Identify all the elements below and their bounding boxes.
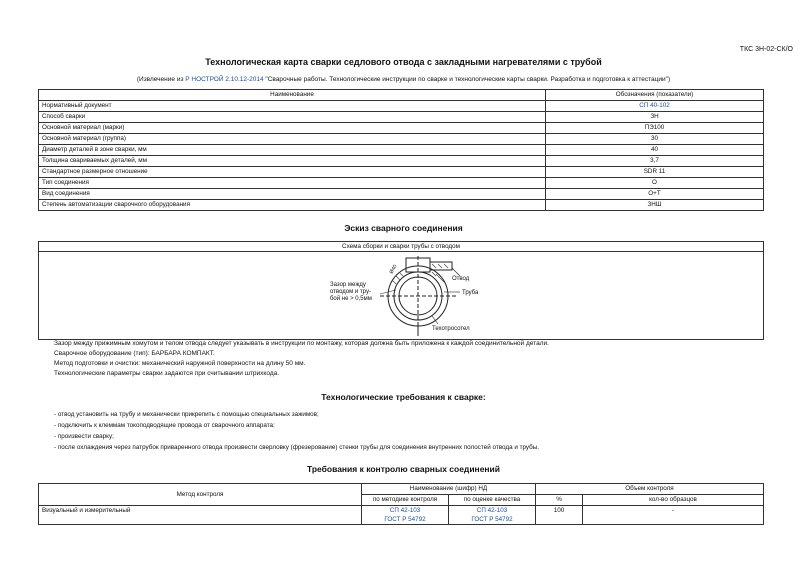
- table-row: [39, 112, 764, 123]
- control-count: -: [583, 506, 764, 525]
- nd-quality-links[interactable]: [449, 506, 536, 525]
- table-row: [39, 506, 764, 525]
- param-value: SDR 11: [546, 167, 764, 178]
- nd-method-link-1[interactable]: СП 42-103: [389, 507, 421, 514]
- label-zazor-2: отводом и тру-: [330, 289, 371, 295]
- label-otvod: Отвод: [452, 276, 470, 282]
- table-row: [39, 123, 764, 134]
- col-nd-method: по методике контроля: [362, 495, 449, 506]
- note-line: Технологические параметры сварки задаются при считывании штрихкода.: [54, 370, 280, 377]
- param-name: Основной материал (группа): [39, 134, 546, 145]
- nd-method-link-2[interactable]: ГОСТ Р 54792: [384, 516, 426, 523]
- param-name: Стандартное размерное отношение: [39, 167, 546, 178]
- table-row: [39, 145, 764, 156]
- nd-quality-link-1[interactable]: СП 42-103: [476, 507, 508, 514]
- param-value: О: [546, 178, 764, 189]
- param-name: Основной материал (марки): [39, 123, 546, 134]
- table-row: [39, 200, 764, 211]
- col-nd-quality: по оценке качества: [449, 495, 536, 506]
- label-tech: Техотросотел: [432, 326, 470, 332]
- weld-sketch-diagram: [320, 254, 500, 338]
- param-name: Диаметр деталей в зоне сварки, мм: [39, 145, 546, 156]
- param-name: Нормативный документ: [39, 101, 546, 112]
- label-dim: Ø40: [388, 263, 399, 275]
- sketch-caption: Схема сборки и сварки трубы с отводом: [38, 241, 764, 252]
- param-value: 30: [546, 134, 764, 145]
- table-row: [39, 178, 764, 189]
- document-code: ТКС 3Н-02-СК/О: [739, 46, 793, 53]
- param-value: О+Т: [546, 189, 764, 200]
- param-name: Тип соединения: [39, 178, 546, 189]
- label-zazor-3: бой не > 0,5мм: [330, 296, 372, 302]
- param-value-link[interactable]: СП 40-102: [546, 101, 764, 112]
- list-item: - подключить к клеммам токоподводящие провода от сварочного аппарата;: [54, 422, 275, 429]
- param-value: ЗН: [546, 112, 764, 123]
- col-volume-header: Объем контроля: [536, 484, 764, 495]
- control-percent: 100: [536, 506, 583, 525]
- param-name: Толщина свариваемых деталей, мм: [39, 156, 546, 167]
- sketch-section-title: Эскиз сварного соединения: [344, 223, 463, 233]
- param-value: ЗНШ: [546, 200, 764, 211]
- params-header-row: [39, 90, 764, 101]
- extract-prefix: (Извлечение из: [136, 76, 186, 83]
- page-title: Технологическая карта сварки седлового отвода с закладными нагревателями с трубой: [205, 57, 602, 67]
- col-name-header: Наименование: [39, 90, 546, 101]
- table-row: [39, 134, 764, 145]
- clamp-top: [430, 262, 452, 270]
- control-header-row: [39, 484, 764, 495]
- note-line: Метод подготовки и очистки: механический наружной поверхности на длину 50 мм.: [54, 360, 306, 367]
- table-row: [39, 167, 764, 178]
- params-table: [38, 89, 764, 211]
- table-row: [39, 156, 764, 167]
- note-line: Сварочное оборудование (тип): БАРБАРА КОМПАКТ.: [54, 350, 215, 357]
- col-percent: %: [536, 495, 583, 506]
- requirements-list: [54, 409, 539, 453]
- col-method-header: Метод контроля: [39, 484, 362, 506]
- col-value-header: Обозначения (показатели): [546, 90, 764, 101]
- control-title: Требования к контролю сварных соединений: [306, 464, 501, 474]
- nd-method-links[interactable]: [362, 506, 449, 525]
- table-row: [39, 101, 764, 112]
- param-name: Вид соединения: [39, 189, 546, 200]
- notes-block: [54, 339, 549, 379]
- col-nd-header: Наименование (шифр) НД: [362, 484, 536, 495]
- extract-note: [0, 76, 807, 83]
- nd-quality-link-2[interactable]: ГОСТ Р 54792: [471, 516, 513, 523]
- param-name: Способ сварки: [39, 112, 546, 123]
- control-table: [38, 483, 764, 525]
- extract-suffix: "Сварочные работы. Технологические инструкции по сварке и технологические карты сварки. Разработка и подготовка к аттестации"): [263, 76, 671, 83]
- list-item: - произвести сварку;: [54, 433, 114, 440]
- param-name: Степень автоматизации сварочного оборудования: [39, 200, 546, 211]
- label-zazor-1: Зазор между: [330, 282, 366, 288]
- note-line: Зазор между прижимным хомутом и телом отвода следует указывать в инструкции по монтажу, которая должна быть приложена к каждой соединительной детали.: [54, 340, 549, 347]
- label-truba: Труба: [462, 290, 479, 296]
- list-item: - после охлаждения через патрубок приваренного отвода произвести сверловку (фрезерование) стенки трубы для соединения внутренних полостей отвода и трубы.: [54, 444, 540, 451]
- table-row: [39, 189, 764, 200]
- list-item: - отвод установить на трубу и механически прикрепить с помощью специальных зажимов;: [54, 411, 319, 418]
- control-method: Визуальный и измерительный: [39, 506, 362, 525]
- param-value: 40: [546, 145, 764, 156]
- col-count: кол-во образцов: [583, 495, 764, 506]
- param-value: ПЭ100: [546, 123, 764, 134]
- nostroy-link[interactable]: Р НОСТРОЙ 2.10.12-2014: [185, 76, 264, 83]
- param-value: 3,7: [546, 156, 764, 167]
- requirements-title: Технологические требования к сварке:: [321, 392, 486, 402]
